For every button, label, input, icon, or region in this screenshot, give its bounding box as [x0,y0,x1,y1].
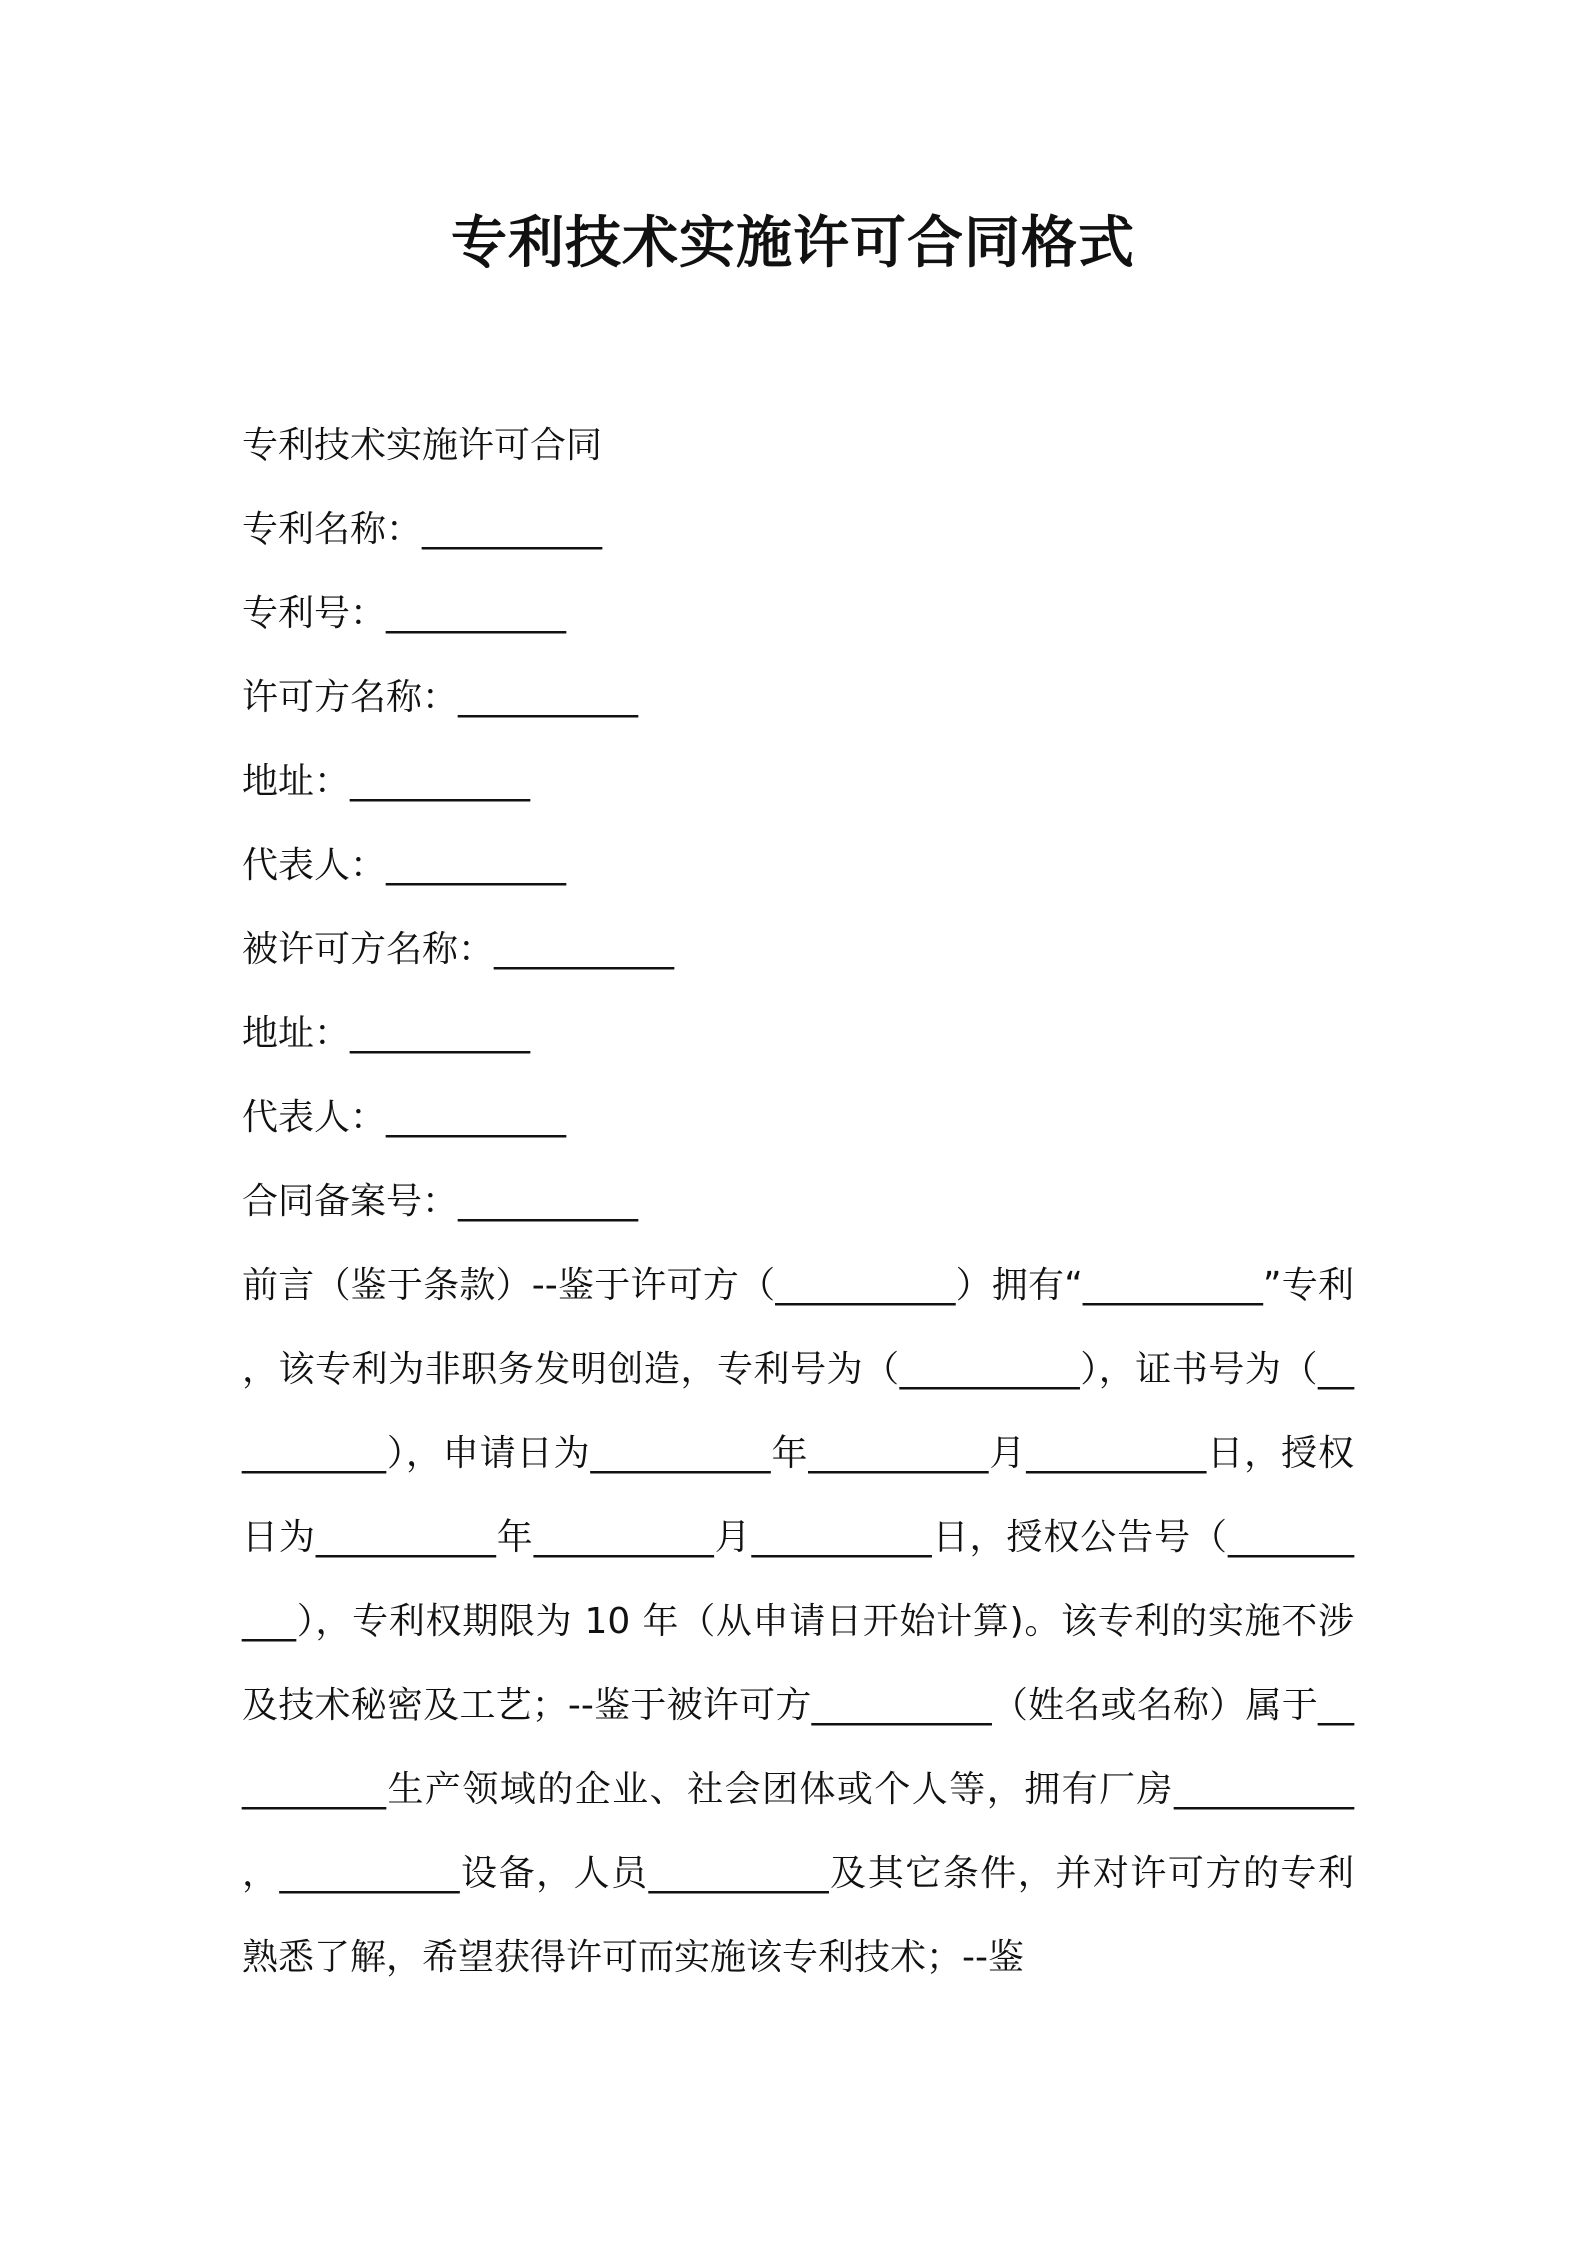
contract-record-number-field: 合同备案号：__________ [242,1181,639,1222]
document-body [242,404,1354,2000]
preamble-paragraph: 前言（鉴于条款）--鉴于许可方（__________）拥有“__________”专利，该专利为非职务发明创造，专利号为（__________），证书号为（__________），申请日为__________年__________月__________日，授权日为__________年__________月__________日，授权公告号（__________），专利权期限为 10 年（从申请日开始计算)。该专利的实施不涉及技术秘密及工艺；--鉴于被许可方__________（姓名或名称）属于__________生产领域的企业、社会团体或个人等，拥有厂房__________，__________设备，人员__________及其它条件，并对许可方的专利熟悉了解，希望获得许可而实施该专利技术；--鉴 [242,1265,1354,1978]
document-title: 专利技术实施许可合同格式 [451,211,1135,276]
licensor-name-field: 许可方名称：__________ [242,677,639,718]
licensor-representative-field: 代表人：__________ [242,845,567,886]
licensor-address-field: 地址：__________ [242,761,531,802]
patent-number-field: 专利号：__________ [242,593,567,634]
licensee-name-field: 被许可方名称：__________ [242,929,675,970]
patent-name-field: 专利名称：__________ [242,509,603,550]
licensee-representative-field: 代表人：__________ [242,1097,567,1138]
licensee-address-field: 地址：__________ [242,1013,531,1054]
contract-heading: 专利技术实施许可合同 [242,425,603,466]
